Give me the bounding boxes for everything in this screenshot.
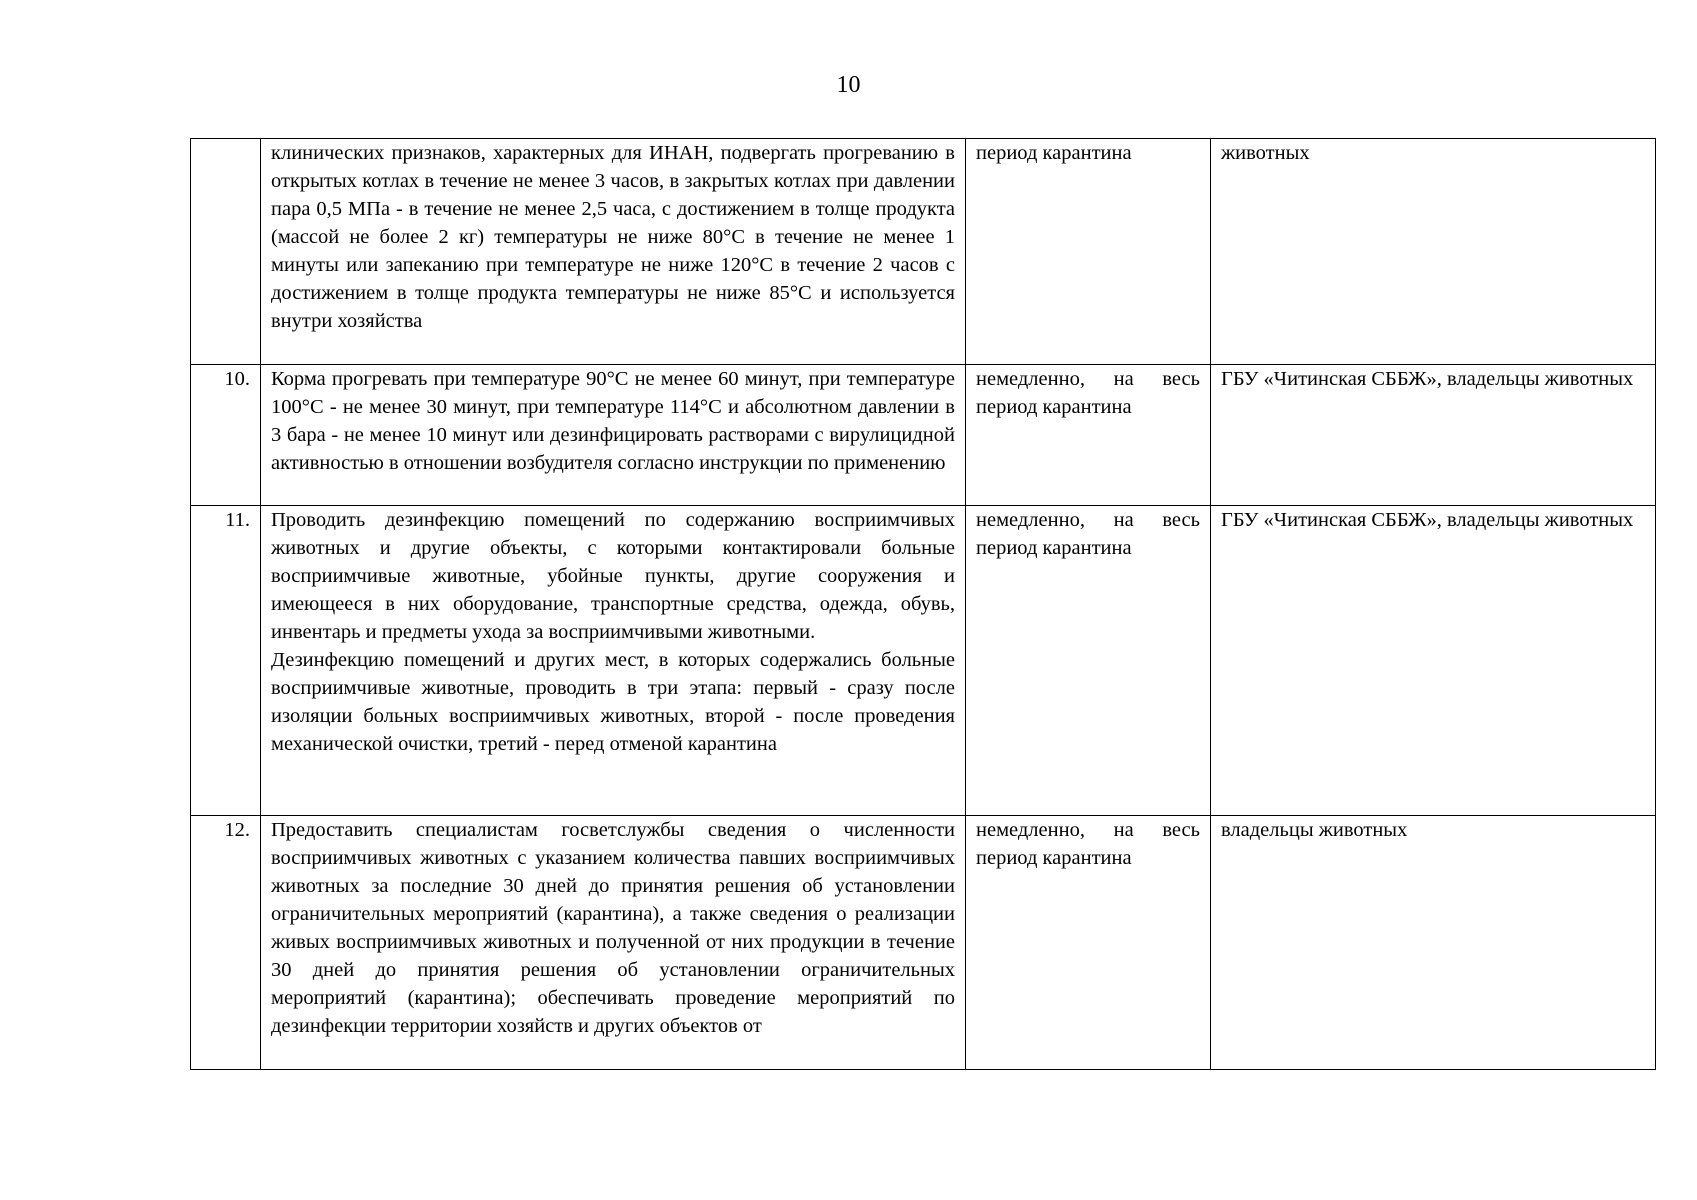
page-number: 10 [836,72,861,98]
measure-responsible: владельцы животных [1211,816,1656,1070]
measure-term: немедленно, на весь период карантина [966,506,1211,816]
row-number: 12. [191,816,261,1070]
measure-term: немедленно, на весь период карантина [966,816,1211,1070]
row-number [191,139,261,365]
measure-term: период карантина [966,139,1211,365]
measure-text [261,139,966,365]
measures-table [190,138,1656,1070]
measure-paragraph: Предоставить специалистам госветслужбы сведения о численности восприимчивых животных с указанием количества павших восприимчивых животных за последние 30 дней до принятия решения об установлении ограничительных мероприятий (карантина), а также сведения о реализации живых восприимчивых животных и полученной от них продукции в течение 30 дней до принятия решения об установлении ограничительных мероприятий (карантина); обеспечивать проведение мероприятий по дезинфекции территории хозяйств и других объектов от [271,819,955,1037]
row-number: 10. [191,365,261,506]
row-number: 11. [191,506,261,816]
measure-text [261,816,966,1070]
measure-responsible: ГБУ «Читинская СББЖ», владельцы животных [1211,506,1656,816]
measure-responsible: животных [1211,139,1656,365]
measure-responsible: ГБУ «Читинская СББЖ», владельцы животных [1211,365,1656,506]
measure-paragraph: Корма прогревать при температуре 90°С не менее 60 минут, при температуре 100°С - не менее 30 минут, при температуре 114°С и абсолютном давлении в 3 бара - не менее 10 минут или дезинфицировать растворами с вирулицидной активностью в отношении возбудителя согласно инструкции по применению [271,368,955,474]
measure-text [261,506,966,816]
measure-paragraph: Дезинфекцию помещений и других мест, в которых содержались больные восприимчивые животные, проводить в три этапа: первый - сразу после изоляции больных восприимчивых животных, второй - после проведения механической очистки, третий - перед отменой карантина [271,649,955,755]
measure-text [261,365,966,506]
table-row [191,506,1656,816]
measure-paragraph: Проводить дезинфекцию помещений по содержанию восприимчивых животных и другие объекты, с которыми контактировали больные восприимчивые животные, убойные пункты, другие сооружения и имеющееся в них оборудование, транспортные средства, одежда, обувь, инвентарь и предметы ухода за восприимчивыми животными. [271,509,955,643]
table-row [191,365,1656,506]
table-row [191,816,1656,1070]
measure-term: немедленно, на весь период карантина [966,365,1211,506]
table-row [191,139,1656,365]
measure-paragraph: клинических признаков, характерных для ИНАН, подвергать прогреванию в открытых котлах в течение не менее 3 часов, в закрытых котлах при давлении пара 0,5 МПа - в течение не менее 2,5 часа, с достижением в толще продукта (массой не более 2 кг) температуры не ниже 80°С в течение не менее 1 минуты или запеканию при температуре не ниже 120°С в течение 2 часов с достижением в толще продукта температуры не ниже 85°С и используется внутри хозяйства [271,142,955,332]
